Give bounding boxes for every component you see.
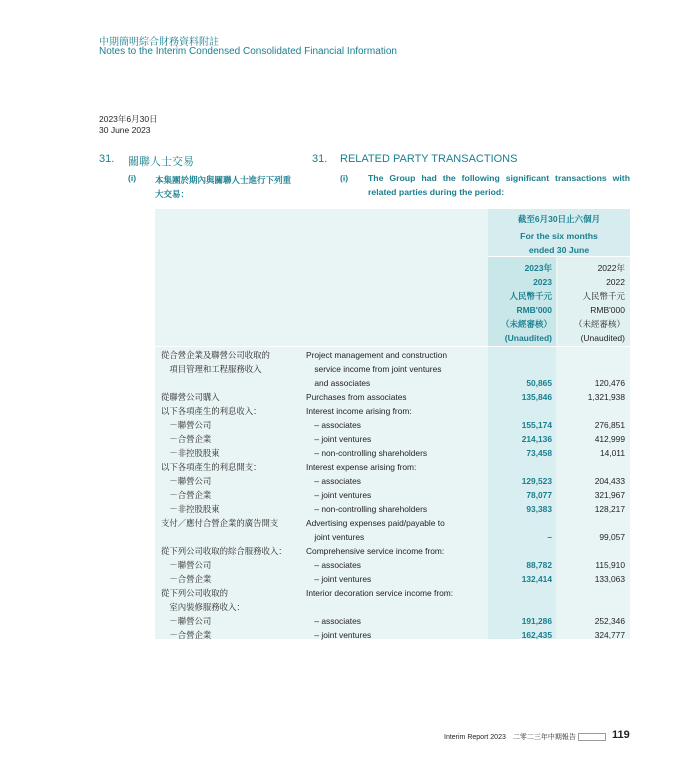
col2022-line: （未經審核） [573, 319, 625, 329]
header-title-zh: 中期簡明綜合財務資料附註 [99, 37, 219, 48]
row-label-en: Advertising expenses paid/payable to [306, 518, 445, 528]
row-label-en: – associates [306, 476, 361, 486]
value-2022: 1,321,938 [587, 392, 625, 402]
value-2022: 252,346 [594, 616, 625, 626]
row-label-zh: －非控股股東 [161, 504, 220, 514]
value-2023: 129,523 [521, 476, 552, 486]
value-2022: 99,057 [599, 532, 625, 542]
row-label-en: Interest expense arising from: [306, 462, 417, 472]
row-label-zh: －合營企業 [161, 490, 212, 500]
value-2023: 191,286 [521, 616, 552, 626]
row-label-zh: －聯營公司 [161, 560, 212, 570]
row-label-zh: 以下各項產生的利息開支： [161, 462, 262, 472]
period-label-en-line1: For the six months [520, 231, 598, 241]
column-header-2023 [488, 261, 552, 345]
row-label-en: – associates [306, 616, 361, 626]
row-label-en: – associates [306, 420, 361, 430]
section-title-en: RELATED PARTY TRANSACTIONS [340, 153, 518, 165]
row-label-zh: －合營企業 [161, 574, 212, 584]
value-2023: 88,782 [526, 560, 552, 570]
value-2023: 50,865 [526, 378, 552, 388]
col2022-line: 2022 [606, 277, 625, 287]
date-zh: 2023年6月30日 [99, 114, 158, 124]
value-2023: 162,435 [521, 630, 552, 640]
value-2023: 135,846 [521, 392, 552, 402]
row-label-zh: 從合營企業及聯營公司收取的 [161, 350, 270, 360]
col2023-line: 人民幣千元 [509, 291, 552, 301]
row-label-en: Comprehensive service income from: [306, 546, 445, 556]
value-2022: 324,777 [594, 630, 625, 640]
value-2023: 73,458 [526, 448, 552, 458]
value-2023: 78,077 [526, 490, 552, 500]
row-label-en: – joint ventures [306, 574, 372, 584]
row-label-zh: 以下各項產生的利息收入： [161, 406, 262, 416]
sub-label-zh: (i) [128, 173, 137, 183]
col2023-line: （未經審核） [500, 319, 552, 329]
row-label-en: Purchases from associates [306, 392, 407, 402]
row-label-en: and associates [306, 378, 371, 388]
header-title-en: Notes to the Interim Condensed Consolidated Financial Information [99, 46, 397, 57]
col2022-line: 2022年 [597, 263, 625, 273]
value-2022: 204,433 [594, 476, 625, 486]
period-label-zh: 截至6月30日止六個月 [517, 214, 601, 224]
column-header-2022 [558, 261, 625, 345]
value-2022: 115,910 [595, 560, 625, 570]
col2023-line: 2023 [533, 277, 552, 287]
row-label-en: – associates [306, 560, 361, 570]
footer-bar [578, 733, 606, 741]
row-label-zh: －非控股股東 [161, 448, 220, 458]
header-bottom-rule [155, 346, 630, 347]
value-2023: 155,174 [521, 420, 552, 430]
row-label-en: service income from joint ventures [306, 364, 442, 374]
row-label-zh: 從下列公司收取的綜合服務收入： [161, 546, 287, 556]
row-label-zh: 從下列公司收取的 [161, 588, 228, 598]
col2022-line: RMB'000 [590, 305, 625, 315]
row-label-en: Interior decoration service income from: [306, 588, 454, 598]
value-2022: 120,476 [594, 378, 625, 388]
row-label-en: joint ventures [306, 532, 365, 542]
section-title-zh: 關聯人士交易 [128, 156, 194, 168]
col2023-line: 2023年 [524, 263, 552, 273]
section-number-en: 31. [312, 153, 328, 165]
value-2023: 93,383 [526, 504, 552, 514]
value-2023: 132,414 [521, 574, 552, 584]
row-label-en: – joint ventures [306, 490, 372, 500]
row-label-en: Interest income arising from: [306, 406, 412, 416]
value-2022: 14,011 [600, 448, 625, 458]
row-label-zh: －合營企業 [161, 630, 212, 640]
row-label-en: Project management and construction [306, 350, 448, 360]
value-2023: 214,136 [521, 434, 552, 444]
sub-label-en: (i) [340, 173, 349, 183]
row-label-zh: －聯營公司 [161, 420, 212, 430]
page-number: 119 [612, 729, 630, 741]
footer-text: Interim Report 2023 二零二三年中期報告 [444, 734, 576, 741]
value-2022: 412,999 [594, 434, 625, 444]
row-label-zh: 項目管理和工程服務收入 [161, 364, 262, 374]
sub-text-zh: 本集團於期內與關聯人士進行下列重大交易： [155, 175, 292, 199]
value-2023: – [547, 532, 552, 542]
row-label-zh: －聯營公司 [161, 476, 212, 486]
period-label-en [488, 229, 630, 257]
row-label-zh: －聯營公司 [161, 616, 212, 626]
sub-text-en: The Group had the following significant transactions with related parties during the period: [368, 173, 630, 197]
col2022-line: (Unaudited) [580, 333, 625, 343]
col2023-line: (Unaudited) [504, 333, 552, 343]
row-label-zh: 室內裝修服務收入： [161, 602, 245, 612]
col2022-line: 人民幣千元 [582, 291, 625, 301]
value-2022: 128,217 [594, 504, 625, 514]
date-en: 30 June 2023 [99, 125, 151, 135]
row-label-en: – non-controlling shareholders [306, 504, 428, 514]
value-2022: 133,063 [594, 574, 625, 584]
row-label-en: – joint ventures [306, 434, 372, 444]
row-label-en: – joint ventures [306, 630, 372, 640]
value-2022: 321,967 [594, 490, 625, 500]
row-label-zh: －合營企業 [161, 434, 212, 444]
value-2022: 276,851 [594, 420, 625, 430]
row-label-zh: 支付／應付合營企業的廣告開支 [161, 518, 279, 528]
row-label-zh: 從聯營公司購入 [161, 392, 220, 402]
period-label-en-line2: ended 30 June [528, 245, 590, 255]
section-number-zh: 31. [99, 153, 115, 165]
col2023-line: RMB'000 [516, 305, 552, 315]
row-label-en: – non-controlling shareholders [306, 448, 428, 458]
